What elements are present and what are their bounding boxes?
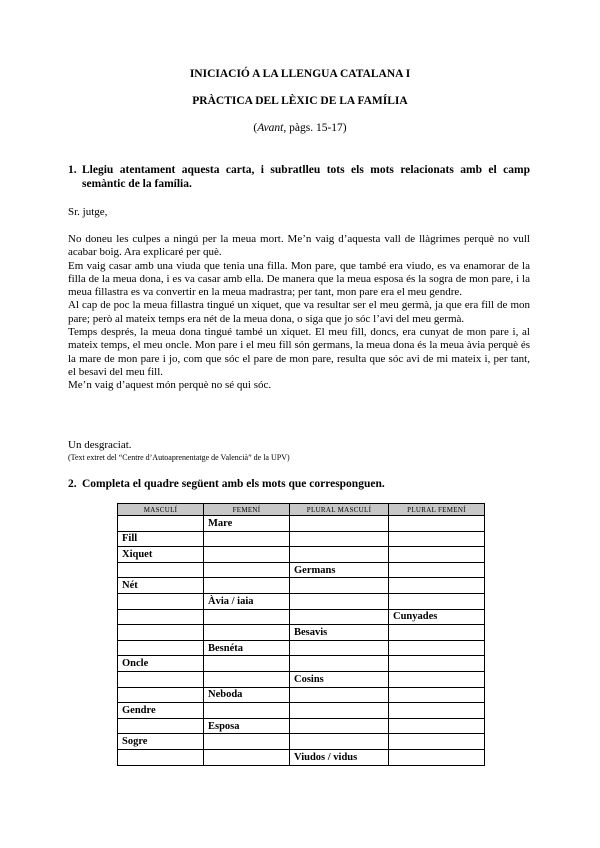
table-cell[interactable] [290,578,389,594]
letter-paragraph: No doneu les culpes a ningú per la meua mort. Me’n vaig d’aquesta vall de llàgrimes perquè no vull acabar boig. Ara explicaré per què. [68,233,530,259]
table-cell[interactable] [204,609,290,625]
table-cell[interactable] [204,656,290,672]
question-2 [68,477,530,491]
table-cell[interactable] [118,562,204,578]
table-cell[interactable] [118,640,204,656]
table-cell[interactable] [204,749,290,765]
letter-salutation: Sr. jutge, [68,206,108,218]
table-cell[interactable] [118,609,204,625]
letter-paragraph: Me’n vaig d’aquest món perquè no sé qui sóc. [68,379,272,392]
table-cell[interactable]: Viudos / vidus [290,749,389,765]
table-cell[interactable]: Gendre [118,703,204,719]
table-header-row [118,504,485,516]
table-cell[interactable] [204,531,290,547]
table-cell[interactable]: Besavis [290,625,389,641]
table-cell[interactable]: Àvia / iaia [204,593,290,609]
table-cell[interactable] [389,640,485,656]
table-cell[interactable] [204,734,290,750]
letter-signature: Un desgraciat. [68,439,132,451]
table-cell[interactable]: Germans [290,562,389,578]
question-2-text: Completa el quadre següent amb els mots que corresponguen. [82,478,385,490]
table-cell[interactable]: Neboda [204,687,290,703]
page-title: INICIACIÓ A LA LLENGUA CATALANA I [189,68,411,80]
question-2-number: 2. [68,478,77,490]
table-row [118,718,485,734]
letter-body [68,233,530,393]
table-cell[interactable] [118,625,204,641]
table-row [118,578,485,594]
question-1-number: 1. [68,164,77,176]
table-cell[interactable]: Fill [118,531,204,547]
letter-paragraph: Al cap de poc la meua fillastra tingué un xiquet, que va resultar ser el meu germà, ja que era fill de mon pare; però al mateix temps era nét de la meua dona, o siga que jo sóc l’avi del meu germà. [68,299,530,325]
table-cell[interactable] [389,656,485,672]
table-cell[interactable] [290,640,389,656]
table-cell[interactable] [118,593,204,609]
table-cell[interactable] [389,703,485,719]
table-cell[interactable] [389,718,485,734]
letter-paragraph: Temps després, la meua dona tingué també un xiquet. El meu fill, doncs, era cunyat de mon pare i, al mateix temps, el meu oncle. Mon pare i el meu fill són germans, la meua dona és la meua àvia perquè és la mare de mon pare i jo, com que sóc el pare de mon pare, resulta que sóc avi de mi mateix i, per tant, el besavi del meu fill. [68,326,530,378]
table-cell[interactable] [118,687,204,703]
table-row [118,547,485,563]
letter-paragraph: Em vaig casar amb una viuda que tenia una filla. Mon pare, que també era viudo, es va enamorar de la filla de la meua dona, i es va casar amb ella. De manera que la meua esposa és la sogra de mon pare, i la meua fillastra es va convertir en la meua madrastra; per tant, mon pare era el meu gendre. [68,259,530,299]
table-cell[interactable] [118,671,204,687]
table-cell[interactable] [389,749,485,765]
table-cell[interactable] [389,734,485,750]
source-note: (Text extret del “Centre d’Autoaprenentatge de Valencià” de la UPV) [68,453,290,462]
table-row [118,734,485,750]
table-cell[interactable]: Cosins [290,671,389,687]
table-cell[interactable] [290,687,389,703]
table-cell[interactable] [389,625,485,641]
table-cell[interactable] [204,671,290,687]
table-cell[interactable]: Besnéta [204,640,290,656]
table-cell[interactable] [290,516,389,532]
table-row [118,749,485,765]
table-cell[interactable] [290,593,389,609]
page-subtitle: PRÀCTICA DEL LÈXIC DE LA FAMÍLIA [192,95,408,107]
table-cell[interactable] [389,547,485,563]
table-cell[interactable]: Sogre [118,734,204,750]
table-row [118,516,485,532]
table-cell[interactable]: Esposa [204,718,290,734]
table-cell[interactable] [290,734,389,750]
table-cell[interactable] [389,687,485,703]
question-1-text: Llegiu atentament aquesta carta, i subratlleu tots els mots relacionats amb el camp semàntic de la família. [82,164,530,190]
table-cell[interactable] [290,718,389,734]
table-cell[interactable] [290,656,389,672]
header-plural-masculi: PLURAL MASCULÍ [290,504,389,516]
table-cell[interactable] [389,562,485,578]
table-body [118,516,485,766]
table-cell[interactable]: Oncle [118,656,204,672]
table-cell[interactable] [204,625,290,641]
table-cell[interactable] [290,609,389,625]
table-cell[interactable] [204,578,290,594]
table-cell[interactable] [389,671,485,687]
table-row [118,625,485,641]
table-row [118,640,485,656]
table-cell[interactable] [290,547,389,563]
table-cell[interactable] [389,578,485,594]
header-plural-femeni: PLURAL FEMENÍ [389,504,485,516]
header-masculi: MASCULÍ [118,504,204,516]
vocabulary-table [117,503,485,766]
table-cell[interactable]: Nét [118,578,204,594]
table-row [118,562,485,578]
header-femeni: FEMENÍ [204,504,290,516]
table-row [118,703,485,719]
table-cell[interactable] [389,531,485,547]
source-book: Avant [257,122,284,134]
table-row [118,593,485,609]
table-row [118,671,485,687]
table-row [118,687,485,703]
table-cell[interactable] [389,516,485,532]
question-1 [68,163,530,191]
table-cell[interactable] [389,593,485,609]
table-cell[interactable]: Cunyades [389,609,485,625]
table-row [118,531,485,547]
table-cell[interactable] [290,703,389,719]
table-cell[interactable] [118,749,204,765]
table-cell[interactable]: Mare [204,516,290,532]
table-cell[interactable] [204,703,290,719]
source-reference: (Avant, pàgs. 15-17) [253,122,347,134]
table-row [118,656,485,672]
table-cell[interactable] [290,531,389,547]
table-cell[interactable] [118,718,204,734]
table-cell[interactable] [204,562,290,578]
table-row [118,609,485,625]
table-cell[interactable] [118,516,204,532]
table-cell[interactable] [204,547,290,563]
table-cell[interactable]: Xiquet [118,547,204,563]
